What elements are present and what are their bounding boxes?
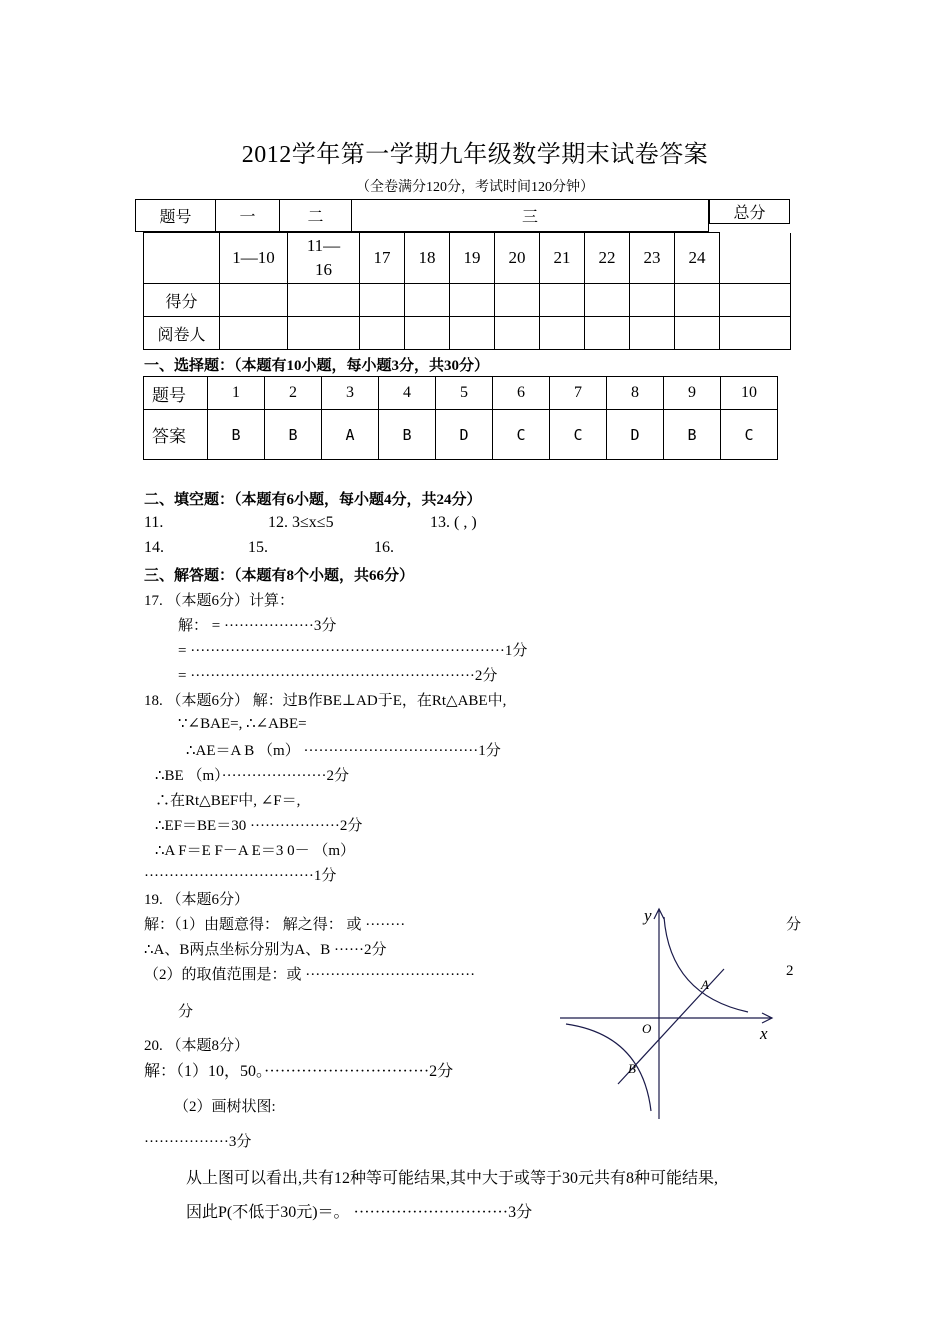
q16: 16. (374, 539, 394, 556)
solution-line: 17. （本题6分）计算： (144, 593, 295, 609)
solution-line: 因此P(不低于30元)＝。 ·····························3分 (186, 1204, 533, 1221)
grader-cell (540, 317, 585, 350)
range-19: 19 (450, 233, 495, 284)
q-num: 8 (607, 377, 664, 410)
solution-line: ∴BE （m）·····················2分 (155, 768, 350, 784)
solution-line: 解：（1）10，50。·······························2分 (144, 1063, 454, 1080)
page-subtitle: （全卷满分120分，考试时间120分钟） (356, 180, 594, 195)
solution-line: ·················3分 (144, 1134, 252, 1150)
score-corner (144, 233, 220, 284)
grader-cell (288, 317, 360, 350)
q14: 14. (144, 539, 164, 556)
score-cell (450, 284, 495, 317)
score-cell (220, 284, 288, 317)
score-cell (495, 284, 540, 317)
answer-cell: D (436, 410, 493, 460)
score-cell (720, 284, 791, 317)
q-num: 6 (493, 377, 550, 410)
header-three: 三 (352, 200, 709, 232)
q15: 15. (248, 539, 268, 556)
q13: 13. ( , ) (430, 514, 477, 531)
q-num: 9 (664, 377, 721, 410)
grader-cell (220, 317, 288, 350)
solution-line: 分 (178, 1004, 194, 1020)
solution-line: （2）的取值范围是：或 ·································· (144, 967, 476, 983)
section3-heading: 三、解答题：（本题有8个小题，共66分） (144, 568, 415, 584)
q-num: 5 (436, 377, 493, 410)
right-fen: 分 (786, 917, 802, 933)
answer-cell: B (664, 410, 721, 460)
q-num: 7 (550, 377, 607, 410)
q-num: 3 (322, 377, 379, 410)
range-total (720, 233, 791, 284)
answer-table (143, 376, 778, 460)
grader-cell (630, 317, 675, 350)
range-1-10: 1—10 (220, 233, 288, 284)
grader-cell (450, 317, 495, 350)
solution-line: = ·······························································1分 (178, 643, 528, 659)
header-num: 题号 (136, 200, 216, 232)
score-cell (288, 284, 360, 317)
q11: 11. (144, 514, 164, 531)
page-title: 2012学年第一学期九年级数学期末试卷答案 (241, 142, 709, 168)
grader-cell (495, 317, 540, 350)
grader-cell (720, 317, 791, 350)
q-num: 10 (721, 377, 778, 410)
answer-cell: B (208, 410, 265, 460)
grader-cell (360, 317, 405, 350)
grader-cell (405, 317, 450, 350)
function-graph (550, 895, 790, 1125)
row-label-grader: 阅卷人 (144, 317, 220, 350)
score-cell (585, 284, 630, 317)
range-11-16 (288, 233, 360, 284)
range-23: 23 (630, 233, 675, 284)
range-11-16-text: 11—16 (306, 236, 341, 279)
grader-cell (675, 317, 720, 350)
right-two: 2 (786, 963, 794, 979)
solution-line: ∴EF＝BE＝30 ··················2分 (155, 818, 363, 834)
answer-cell: B (379, 410, 436, 460)
hyperbola-branch-lower (566, 1024, 651, 1111)
score-table-total (709, 199, 790, 224)
solution-line: 从上图可以看出,共有12种等可能结果,其中大于或等于30元共有8种可能结果, (186, 1170, 719, 1187)
header-total: 总分 (710, 200, 790, 224)
answer-cell: C (721, 410, 778, 460)
solution-line: 18. （本题6分） 解：过B作BE⊥AD于E，在Rt△ABE中, (144, 693, 507, 709)
solution-line: 解： = ··················3分 (178, 618, 337, 634)
point-a-label: A (701, 977, 709, 992)
score-table-header (135, 199, 709, 232)
solution-line: ∴A、B两点坐标分别为A、B ······2分 (144, 942, 387, 958)
score-cell (360, 284, 405, 317)
solution-line: ∴AE＝A B （m） ···································1分 (186, 743, 501, 759)
range-22: 22 (585, 233, 630, 284)
point-b-label: B (628, 1061, 636, 1076)
score-table (143, 232, 791, 350)
y-label: y (644, 906, 652, 925)
solution-line: = ·························································2分 (178, 668, 498, 684)
solution-line: ∴A F＝E F－A E＝3 0－ （m） (155, 843, 355, 859)
solution-line: （2）画树状图: (174, 1099, 276, 1115)
score-cell (540, 284, 585, 317)
answer-cell: C (493, 410, 550, 460)
origin-label: O (642, 1021, 652, 1036)
range-21: 21 (540, 233, 585, 284)
range-24: 24 (675, 233, 720, 284)
row-label-score: 得分 (144, 284, 220, 317)
grader-cell (585, 317, 630, 350)
q12: 12. 3≤x≤5 (268, 514, 334, 531)
score-cell (675, 284, 720, 317)
section2-heading: 二、填空题：（本题有6小题，每小题4分，共24分） (144, 492, 482, 508)
solution-line: ∴在Rt△BEF中, ∠F＝, (155, 793, 301, 809)
x-label: x (760, 1024, 768, 1043)
solution-line: 20. （本题8分） (144, 1038, 250, 1054)
score-cell (405, 284, 450, 317)
solution-line: 解：（1）由题意得： 解之得： 或 ········ (144, 917, 406, 933)
range-17: 17 (360, 233, 405, 284)
header-one: 一 (216, 200, 280, 232)
header-two: 二 (280, 200, 352, 232)
answer-cell: A (322, 410, 379, 460)
solution-line: ∵∠BAE=, ∴∠ABE= (178, 716, 307, 732)
a-label: 答案 (144, 410, 208, 460)
q-label: 题号 (144, 377, 208, 410)
range-20: 20 (495, 233, 540, 284)
section1-heading: 一、选择题：（本题有10小题，每小题3分，共30分） (144, 358, 490, 374)
q-num: 4 (379, 377, 436, 410)
hyperbola-branch-upper (664, 917, 748, 1012)
score-cell (630, 284, 675, 317)
range-18: 18 (405, 233, 450, 284)
solution-line: ··································1分 (144, 868, 337, 884)
q-num: 1 (208, 377, 265, 410)
answer-cell: D (607, 410, 664, 460)
q-num: 2 (265, 377, 322, 410)
solution-line: 19. （本题6分） (144, 892, 250, 908)
answer-cell: B (265, 410, 322, 460)
answer-cell: C (550, 410, 607, 460)
